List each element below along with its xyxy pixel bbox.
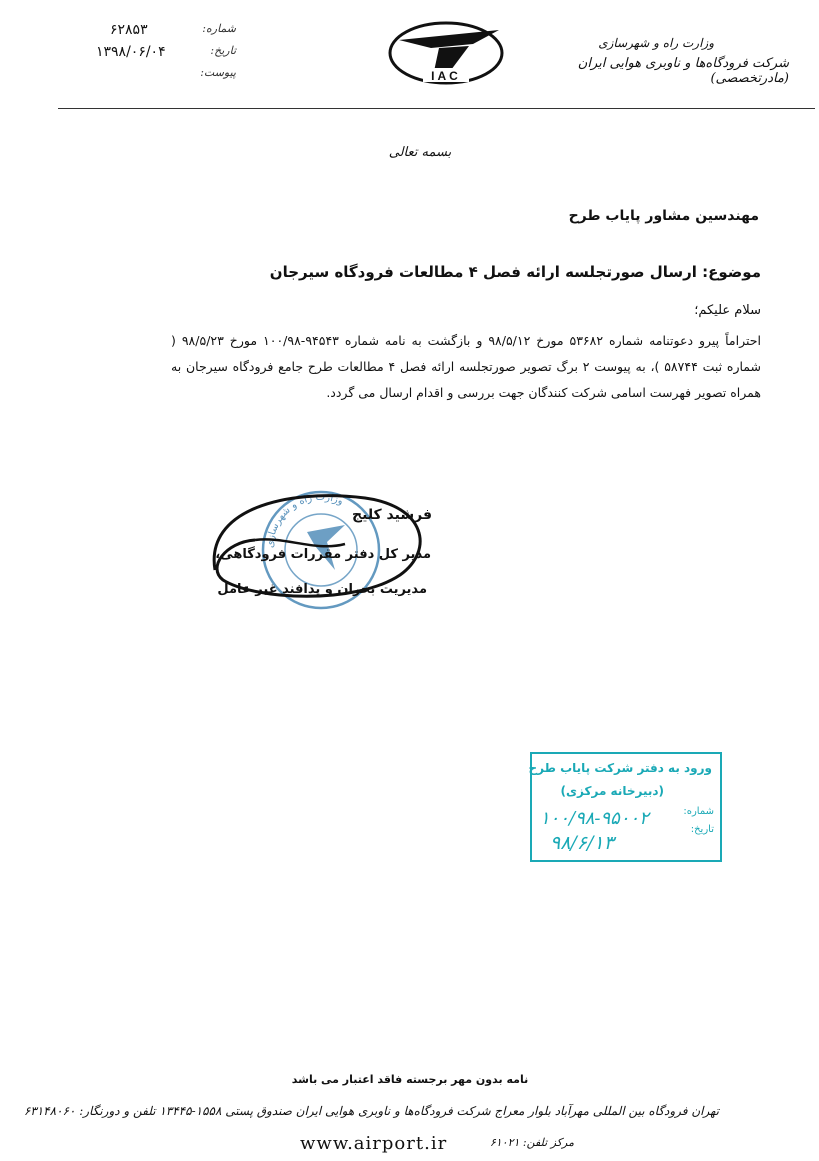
stamp-number: ۱۰۰/۹۸-۹۵۰۰۲ <box>540 808 649 829</box>
footer-note: نامه بدون مهر برجسته فاقد اعتبار می باشد <box>291 1073 529 1086</box>
basmala: بسمه تعالی <box>388 145 452 160</box>
signer-title-line2: مدیریت بحران و پدافند غیر عامل <box>217 582 427 597</box>
signer-title-line1: مدیر کل دفتر مقررات فرودگاهی، <box>215 547 431 562</box>
recipient: مهندسین مشاور پایاب طرح <box>568 208 759 224</box>
letter-meta <box>96 22 236 88</box>
footer-website: www.airport.ir <box>300 1133 448 1154</box>
signer-name: فرشید کلیج <box>352 507 432 523</box>
meta-date-row <box>96 44 236 66</box>
organization-block <box>509 36 789 86</box>
signature-seal <box>195 470 435 620</box>
subject-line: موضوع: ارسال صورتجلسه ارائه فصل ۴ مطالعات فرودگاه سیرجان <box>269 263 761 281</box>
stamp-number-label: شماره: <box>683 806 714 817</box>
date-label: تاریخ: <box>210 44 236 57</box>
company-name: شرکت فرودگاه‌ها و ناوبری هوایی ایران (مادرتخصصی) <box>577 56 789 86</box>
stamp-subtitle: (دبیرخانه مرکزی) <box>560 784 664 798</box>
ministry-name: وزارت راه و شهرسازی <box>598 36 714 50</box>
meta-number-row <box>96 22 236 44</box>
letter-body: احتراماً پیرو دعوتنامه شماره ۵۳۶۸۲ مورخ ۹۸/۵/۱۲ و بازگشت به نامه شماره ۹۴۵۴۳-۱۰۰/۹۸ مورخ ۹۸/۵/۲۳ ( شماره ثبت ۵۸۷۴۴ )، به پیوست ۲ برگ تصویر صورتجلسه ارائه فصل ۴ مطالعات طرح جامع فرودگاه سیرجان به همراه تصویر فهرست اسامی شرکت کنندگان جهت بررسی و اقدام ارسال می گردد. <box>171 333 761 400</box>
logo-text: IAC <box>431 69 461 83</box>
number-label: شماره: <box>202 22 236 35</box>
footer-address: تهران فرودگاه بین المللی مهرآباد بلوار معراج شرکت فرودگاه‌ها و ناوبری هوایی ایران صندوق پستی ۱۵۵۸-۱۳۴۴۵ تلفن و دورنگار: ۶۳۱۴۸۰۶۰ <box>23 1104 719 1118</box>
footer-phone: مرکز تلفن: ۶۱۰۲۱ <box>489 1136 574 1149</box>
receipt-stamp <box>530 752 722 862</box>
iac-logo <box>381 18 511 88</box>
greeting: سلام علیکم؛ <box>694 303 761 318</box>
header-divider <box>58 108 815 109</box>
meta-attachment-row <box>96 66 236 88</box>
letter-number: ۶۲۸۵۳ <box>110 22 148 38</box>
letter-date: ۱۳۹۸/۰۶/۰۴ <box>96 44 166 60</box>
stamp-date-label: تاریخ: <box>690 824 714 835</box>
attachment-label: پیوست: <box>200 66 236 79</box>
stamp-date: ۹۸/۶/۱۳ <box>550 832 614 854</box>
stamp-title: ورود به دفتر شرکت پایاب طرح <box>528 761 712 775</box>
seal-text-path: وزارت راه و شهرسازی <box>264 491 345 549</box>
